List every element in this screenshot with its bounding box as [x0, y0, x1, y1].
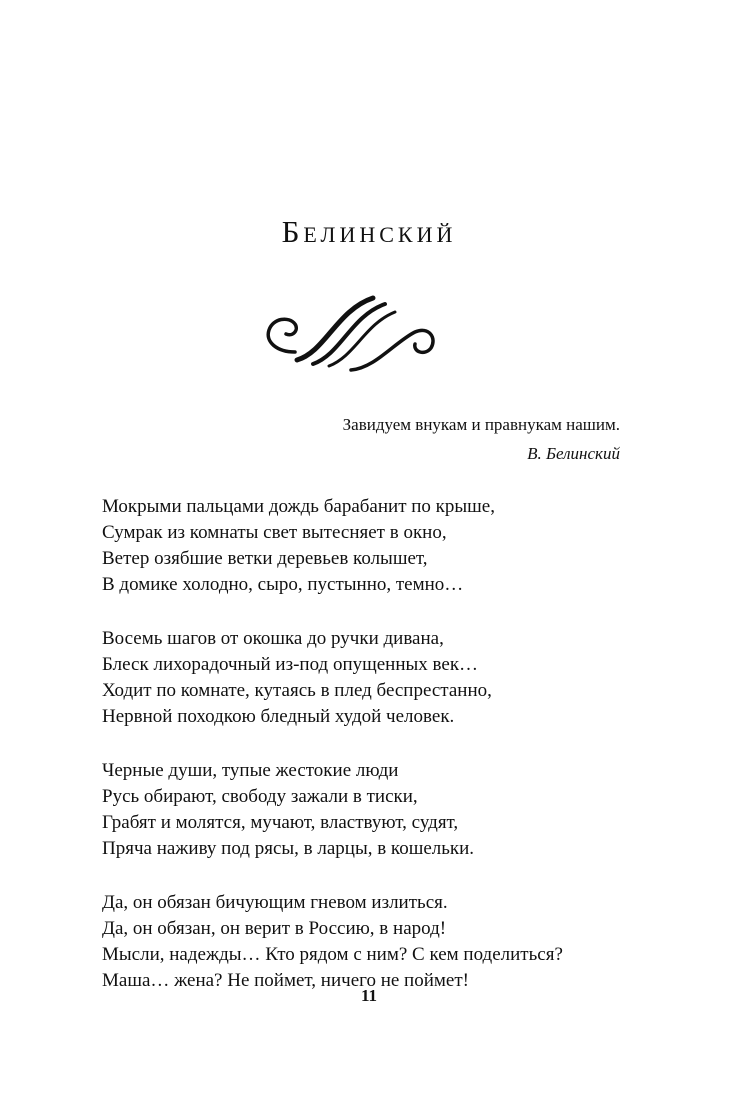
epigraph-quote: Завидуем внукам и правнукам нашим.: [342, 415, 620, 434]
stanza: [102, 494, 662, 598]
poem-line: Ветер озябшие ветки деревьев колышет,: [102, 548, 428, 569]
poem-line: В домике холодно, сыро, пустынно, темно…: [102, 574, 464, 595]
poem-title: Белинский: [281, 214, 457, 249]
poem-line: Черные души, тупые жестокие люди: [102, 760, 399, 781]
poem-line: Да, он обязан, он верит в Россию, в народ!: [102, 918, 447, 939]
poem-line: Да, он обязан бичующим гневом излиться.: [102, 892, 448, 913]
poem-line: Пряча наживу под рясы, в ларцы, в кошельки.: [102, 838, 475, 859]
poem-line: Восемь шагов от окошка до ручки дивана,: [102, 628, 444, 649]
poem-line: Мокрыми пальцами дождь барабанит по крыше,: [102, 496, 495, 517]
stanza: [102, 626, 662, 730]
stanza: [102, 758, 662, 862]
poem-line: Русь обирают, свободу зажали в тиски,: [102, 786, 418, 807]
stanza: [102, 890, 662, 994]
poem-line: Нервной походкою бледный худой человек.: [102, 706, 455, 727]
poem-line: Блеск лихорадочный из-под опущенных век…: [102, 654, 479, 675]
epigraph: [343, 410, 620, 468]
epigraph-author: В. Белинский: [527, 444, 620, 463]
page-number: 11: [360, 986, 378, 1005]
poem-line: Мысли, надежды… Кто рядом с ним? С кем поделиться?: [102, 944, 563, 965]
poem-body: [102, 494, 662, 1022]
poem-line: Ходит по комнате, кутаясь в плед беспрестанно,: [102, 680, 492, 701]
poem-line: Грабят и молятся, мучают, властвуют, судят,: [102, 812, 459, 833]
poem-line: Сумрак из комнаты свет вытесняет в окно,: [102, 522, 447, 543]
flourish-ornament-icon: [255, 290, 440, 375]
poem-line: Маша… жена? Не поймет, ничего не поймет!: [102, 970, 469, 991]
